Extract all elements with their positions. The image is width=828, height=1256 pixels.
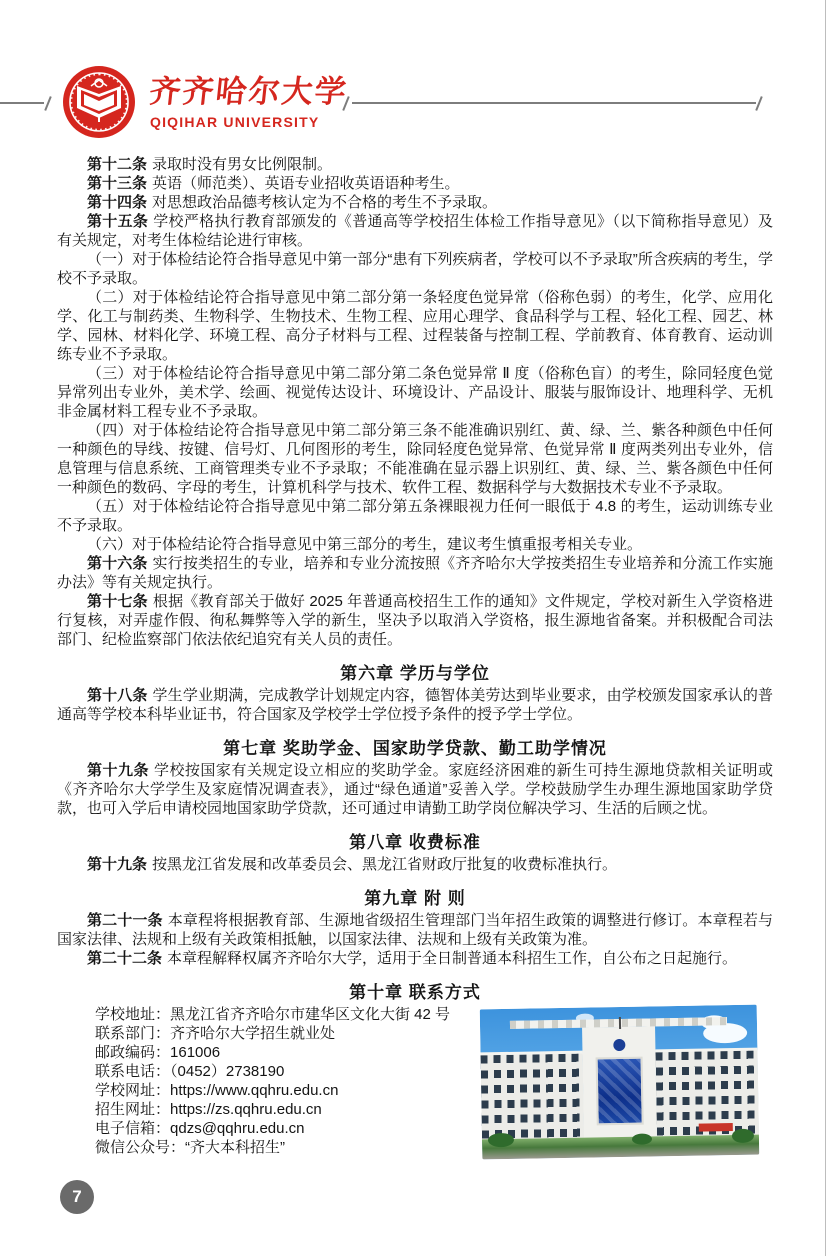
article-13-text: 英语（师范类）、英语专业招收英语语种考生。 (152, 175, 460, 192)
article-19-fees-label: 第十九条 (87, 856, 148, 873)
article-22 (57, 949, 773, 968)
header-slash-icon (755, 96, 762, 111)
chapter-6-heading: 第六章 学历与学位 (340, 664, 490, 683)
building-emblem (613, 1039, 625, 1051)
contact-wechat-label: 微信公众号： (95, 1139, 186, 1156)
page-header (0, 0, 828, 150)
contact-school-site-label: 学校网址： (95, 1082, 171, 1099)
article-15 (57, 212, 773, 250)
article-13-label: 第十三条 (87, 175, 148, 192)
clause-4: （四）对于体检结论符合指导意见中第二部分第三条不能准确识别红、黄、绿、兰、紫各种颜色中任何一种颜色的导线、按键、信号灯、几何图形的考生，除同轻度色觉异常、色觉异常 Ⅱ 度两类列出专业外，信息管理与信息系统、工商管理类专业不予录取；不能准确在显示器上识别红、黄、绿、兰、紫各颜色中任何一种颜色的数码、字母的考生，计算机科学与技术、软件工程、数据科学与大数据技术专业不予录取。 (57, 422, 773, 496)
article-12-text: 录取时没有男女比例限制。 (152, 156, 333, 173)
contact-phone-label: 联系电话： (95, 1063, 171, 1080)
page-number-badge: 7 (60, 1180, 94, 1214)
contact-admission-site-label: 招生网址： (95, 1101, 171, 1118)
clause-2: （二）对于体检结论符合指导意见中第二部分第一条轻度色觉异常（俗称色弱）的考生，化学、应用化学、化工与制药类、生物科学、生物技术、生物工程、应用心理学、食品科学与工程、轻化工程、园艺、林学、园林、材料化学、环境工程、高分子材料与工程、过程装备与控制工程、学前教育、体育教育、运动训练专业不予录取。 (57, 289, 773, 363)
contact-address-value: 黑龙江省齐齐哈尔市建华区文化大街 42 号 (170, 1006, 451, 1023)
article-15-text: 学校严格执行教育部颁发的《普通高等学校招生体检工作指导意见》（以下简称指导意见）及有关规定，对考生体检结论进行审核。 (57, 213, 773, 249)
article-21-label: 第二十一条 (87, 912, 163, 929)
contact-address-label: 学校地址： (95, 1006, 171, 1023)
admission-website-link[interactable]: https://zs.qqhru.edu.cn (170, 1101, 322, 1118)
article-16-label: 第十六条 (87, 555, 148, 572)
contact-email-label: 电子信箱： (95, 1120, 171, 1137)
header-rule-right (352, 102, 756, 104)
building-center-tower (582, 1026, 657, 1139)
university-seal-icon (61, 64, 137, 140)
article-18 (57, 686, 773, 724)
document-body (57, 155, 773, 1161)
building-left-wing (481, 1054, 584, 1142)
contact-postcode-label: 邮政编码： (95, 1044, 171, 1061)
building-glass-wall (596, 1057, 644, 1126)
contact-phone-value: （0452）2738190 (170, 1063, 285, 1080)
chapter-10-heading: 第十章 联系方式 (349, 983, 481, 1002)
header-slash-icon (44, 96, 51, 111)
article-15-label: 第十五条 (87, 213, 149, 230)
chapter-9-heading: 第九章 附 则 (364, 889, 466, 908)
article-19-funding-label: 第十九条 (87, 762, 149, 779)
article-19-funding-text: 学校按国家有关规定设立相应的奖助学金。家庭经济困难的新生可持生源地贷款相关证明或《齐齐哈尔大学学生及家庭情况调查表》，通过“绿色通道”妥善入学。学校鼓励学生办理生源地国家助学贷款，也可入学后申请校园地国家助学贷款，还可通过申请勤工助学岗位解决学习、生活的后顾之忧。 (57, 762, 773, 817)
contact-wechat-value: “齐大本科招生” (185, 1139, 286, 1156)
article-17 (57, 592, 773, 649)
article-14 (57, 193, 773, 212)
article-13 (57, 174, 773, 193)
article-17-text: 根据《教育部关于做好 2025 年普通高校招生工作的通知》文件规定，学校对新生入学资格进行复核，对弄虚作假、徇私舞弊等入学的新生，坚决予以取消入学资格，报生源地省备案。并积极配合司法部门、纪检监察部门依法依纪追究有关人员的责任。 (57, 593, 773, 648)
article-18-label: 第十八条 (87, 687, 148, 704)
school-website-link[interactable]: https://www.qqhru.edu.cn (170, 1082, 339, 1099)
article-21-text: 本章程将根据教育部、生源地省级招生管理部门当年招生政策的调整进行修订。本章程若与国家法律、法规和上级有关政策相抵触，以国家法律、法规和上级有关政策为准。 (57, 912, 773, 948)
campus-building-photo (480, 1005, 760, 1160)
article-14-text: 对思想政治品德考核认定为不合格的考生不予录取。 (152, 194, 498, 211)
email-link[interactable]: qdzs@qqhru.edu.cn (170, 1120, 305, 1137)
article-14-label: 第十四条 (87, 194, 148, 211)
university-name-en: QIQIHAR UNIVERSITY (150, 114, 320, 130)
article-12 (57, 155, 773, 174)
university-name-block (147, 66, 410, 130)
article-19-fees-text: 按黑龙江省发展和改革委员会、黑龙江省财政厅批复的收费标准执行。 (152, 856, 618, 873)
contact-department-value: 齐齐哈尔大学招生就业处 (170, 1025, 336, 1042)
article-22-text: 本章程解释权属齐齐哈尔大学，适用于全日制普通本科招生工作，自公布之日起施行。 (167, 950, 738, 967)
article-17-label: 第十七条 (87, 593, 148, 610)
contact-department-label: 联系部门： (95, 1025, 171, 1042)
article-21 (57, 911, 773, 949)
contact-section (57, 1005, 773, 1161)
chapter-8-heading: 第八章 收费标准 (349, 833, 481, 852)
article-19-fees (57, 855, 773, 874)
article-22-label: 第二十二条 (87, 950, 163, 967)
article-16 (57, 554, 773, 592)
clause-6: （六）对于体检结论符合指导意见中第三部分的考生，建议考生慎重报考相关专业。 (87, 536, 643, 553)
university-name-zh: 齐齐哈尔大学 (147, 74, 350, 109)
clause-3: （三）对于体检结论符合指导意见中第二部分第二条色觉异常 Ⅱ 度（俗称色盲）的考生，除同轻度色觉异常列出专业外，美术学、绘画、视觉传达设计、环境设计、产品设计、服装与服饰设计、地理科学、无机非金属材料工程专业不予录取。 (57, 365, 773, 420)
article-18-text: 学生学业期满，完成教学计划规定内容，德智体美劳达到毕业要求，由学校颁发国家承认的普通高等学校本科毕业证书，符合国家及学校学士学位授予条件的授予学士学位。 (57, 687, 773, 723)
article-12-label: 第十二条 (87, 156, 148, 173)
article-16-text: 实行按类招生的专业，培养和专业分流按照《齐齐哈尔大学按类招生专业培养和分流工作实施办法》等有关规定执行。 (57, 555, 773, 591)
clause-5: （五）对于体检结论符合指导意见中第二部分第五条裸眼视力任何一眼低于 4.8 的考生，运动训练专业不予录取。 (57, 498, 773, 534)
chapter-7-heading: 第七章 奖助学金、国家助学贷款、勤工助学情况 (223, 739, 607, 758)
contact-postcode-value: 161006 (170, 1044, 221, 1061)
article-19-funding (57, 761, 773, 818)
clause-1: （一）对于体检结论符合指导意见中第一部分“患有下列疾病者，学校可以不予录取”所含疾病的考生，学校不予录取。 (57, 251, 773, 287)
building-mast (618, 1017, 620, 1029)
red-banner-shape (699, 1123, 733, 1132)
header-rule-left (0, 102, 44, 104)
